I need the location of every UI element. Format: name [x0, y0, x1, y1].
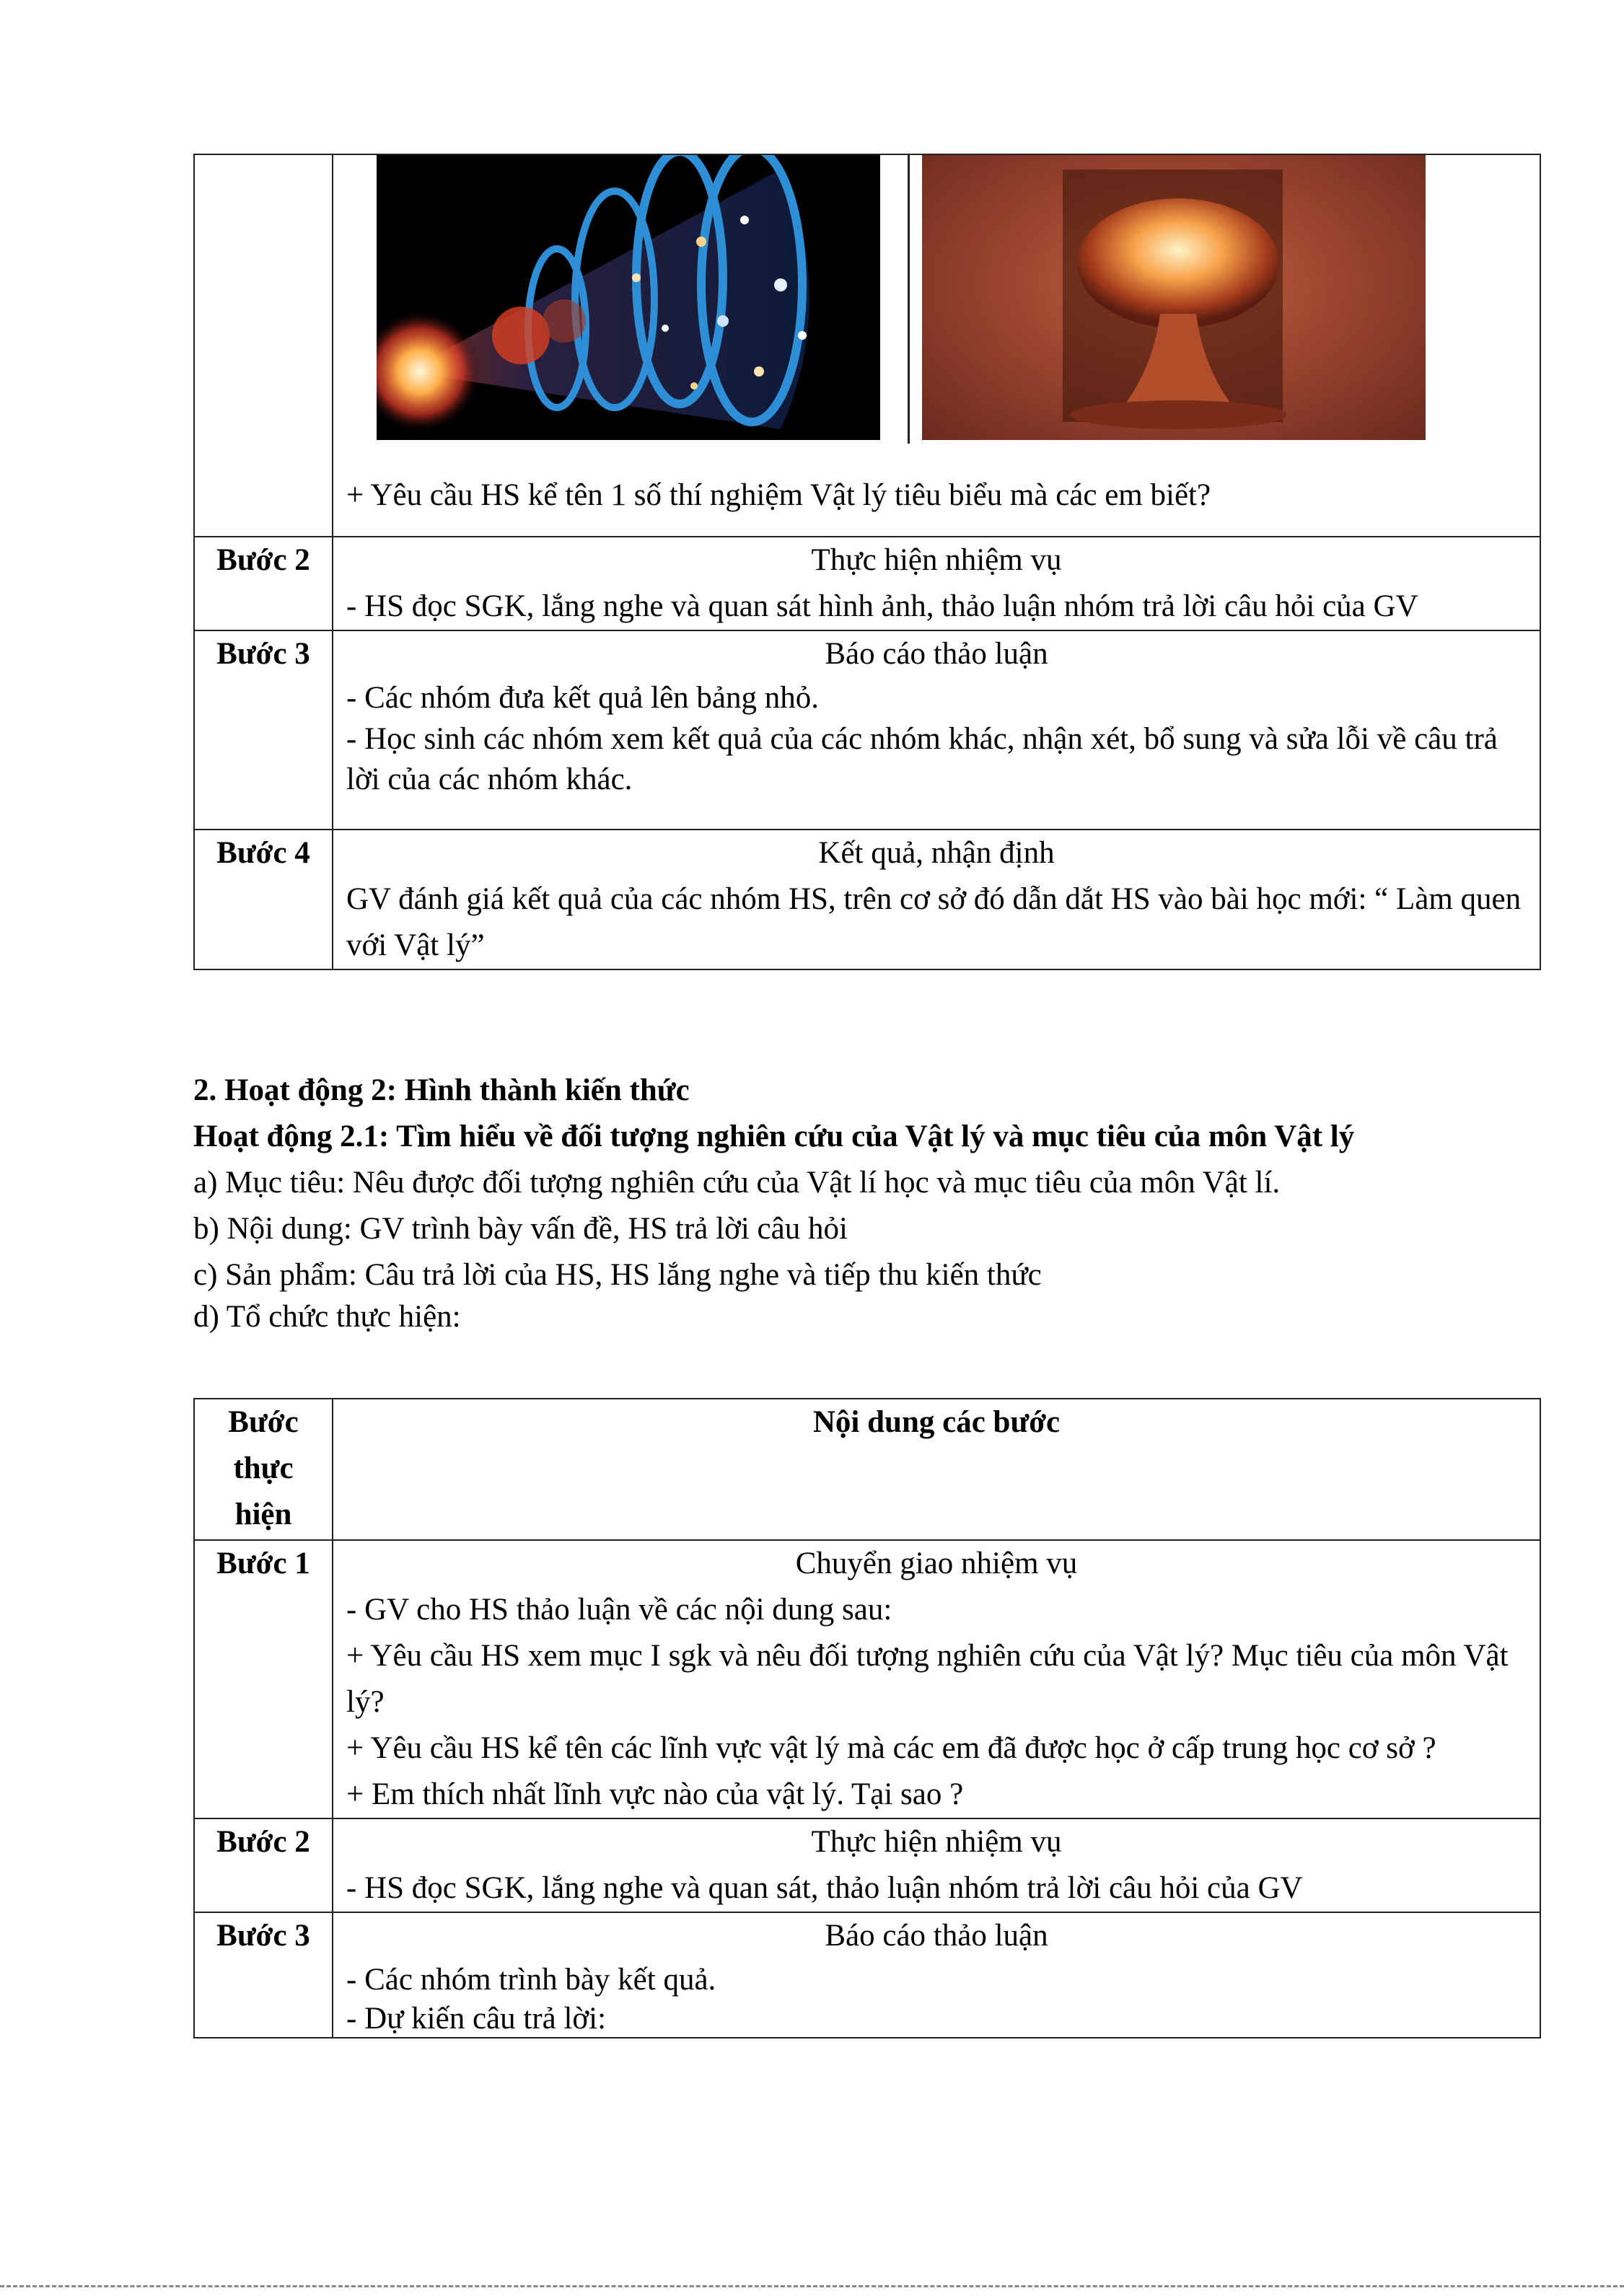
step-cell: Bước 2: [194, 1818, 333, 1912]
nuclear-explosion-image: [922, 155, 1426, 440]
step-line: + Em thích nhất lĩnh vực nào của vật lý. Tại sao ?: [346, 1777, 964, 1811]
activity-1-steps-table: [193, 154, 1541, 970]
content-cell: [333, 630, 1540, 830]
table-row: [194, 537, 1540, 630]
image-separator: [908, 155, 910, 444]
table-header-row: [194, 1399, 1540, 1540]
step-title: Thực hiện nhiệm vụ: [811, 543, 1062, 577]
step-title: Báo cáo thảo luận: [825, 637, 1048, 671]
objective-c: c) Sản phẩm: Câu trả lời của HS, HS lắng nghe và tiếp thu kiến thức: [193, 1258, 1042, 1292]
step-line: - HS đọc SGK, lắng nghe và quan sát, thảo luận nhóm trả lời câu hỏi của GV: [346, 1871, 1303, 1905]
step-cell: Bước 1: [194, 1540, 333, 1818]
table-row: [194, 630, 1540, 830]
table-row: [194, 1912, 1540, 2038]
step-line: + Yêu cầu HS kể tên các lĩnh vực vật lý mà các em đã được học ở cấp trung học cơ sở ?: [346, 1731, 1436, 1765]
objective-d: d) Tổ chức thực hiện:: [193, 1300, 461, 1334]
step-title: Thực hiện nhiệm vụ: [811, 1825, 1062, 1859]
table-row: [194, 154, 1540, 537]
step-cell: [194, 154, 333, 537]
content-cell: [333, 1540, 1540, 1818]
table-row: [194, 1540, 1540, 1818]
content-cell: [333, 154, 1540, 537]
activity-2-steps-table: [193, 1398, 1541, 2038]
objective-a: a) Mục tiêu: Nêu được đối tượng nghiên cứu của Vật lí học và mục tiêu của môn Vật lí.: [193, 1166, 1281, 1200]
step-cell: Bước 3: [194, 630, 333, 830]
step-title: Kết quả, nhận định: [818, 836, 1055, 870]
step-title: Báo cáo thảo luận: [825, 1919, 1048, 1953]
objective-b: b) Nội dung: GV trình bày vấn đề, HS trả lời câu hỏi: [193, 1212, 848, 1246]
universe-expansion-image: [377, 155, 880, 440]
step-cell: Bước 4: [194, 830, 333, 969]
table-row: [194, 1818, 1540, 1912]
page-bottom-border: [0, 2285, 1624, 2287]
step-cell: Bước 3: [194, 1912, 333, 2038]
table-row: [194, 830, 1540, 969]
step-line: GV đánh giá kết quả của các nhóm HS, trên cơ sở đó dẫn dắt HS vào bài học mới: “ Làm quen với Vật lý”: [346, 882, 1522, 962]
step-line: + Yêu cầu HS xem mục I sgk và nêu đối tượng nghiên cứu của Vật lý? Mục tiêu của môn Vật lý?: [346, 1639, 1509, 1719]
content-cell: [333, 1912, 1540, 2038]
step-line: - HS đọc SGK, lắng nghe và quan sát hình ảnh, thảo luận nhóm trả lời câu hỏi của GV: [346, 589, 1418, 623]
section-subheading: Hoạt động 2.1: Tìm hiểu về đối tượng nghiên cứu của Vật lý và mục tiêu của môn Vật lý: [193, 1120, 1355, 1153]
step-cell: Bước 2: [194, 537, 333, 630]
activity-2-section: [193, 1068, 1564, 1336]
step-line: - Các nhóm đưa kết quả lên bảng nhỏ.: [346, 681, 819, 715]
header-content-cell: Nội dung các bước: [333, 1399, 1540, 1540]
step-line: - GV cho HS thảo luận về các nội dung sau:: [346, 1593, 892, 1627]
step-title: Chuyển giao nhiệm vụ: [795, 1547, 1078, 1580]
content-cell: [333, 537, 1540, 630]
content-cell: [333, 1818, 1540, 1912]
row1-text: + Yêu cầu HS kể tên 1 số thí nghiệm Vật lý tiêu biểu mà các em biết?: [346, 478, 1211, 512]
content-cell: [333, 830, 1540, 969]
step-line: - Học sinh các nhóm xem kết quả của các nhóm khác, nhận xét, bổ sung và sửa lỗi về câu trả lời của các nhóm khác.: [346, 722, 1498, 796]
image-row: [346, 155, 1527, 458]
section-heading: 2. Hoạt động 2: Hình thành kiến thức: [193, 1073, 690, 1107]
header-step-cell: Bước thực hiện: [194, 1399, 333, 1540]
step-line: - Các nhóm trình bày kết quả.: [346, 1963, 716, 1997]
step-line: - Dự kiến câu trả lời:: [346, 2002, 607, 2036]
